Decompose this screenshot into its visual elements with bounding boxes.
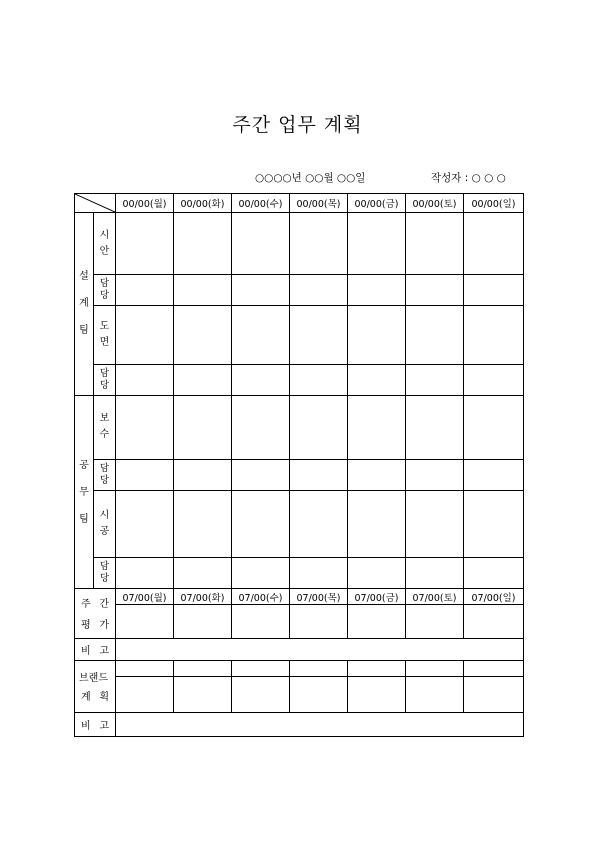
cell[interactable] [174, 395, 232, 459]
cell[interactable] [116, 364, 174, 395]
cell[interactable] [406, 660, 464, 676]
cell[interactable] [406, 306, 464, 364]
cell[interactable] [406, 213, 464, 275]
row-label-assignee: 담당 [94, 275, 116, 306]
cell[interactable] [290, 676, 348, 712]
cell[interactable] [116, 306, 174, 364]
cell[interactable] [174, 364, 232, 395]
cell[interactable] [116, 459, 174, 490]
cell[interactable] [348, 660, 406, 676]
cell[interactable] [464, 491, 524, 558]
row-label-draft: 시안 [94, 213, 116, 275]
cell[interactable] [464, 605, 524, 638]
construction-team-label-text: 공무팀 [79, 459, 89, 525]
cell[interactable] [464, 459, 524, 490]
day-header: 00/00(토) [406, 194, 464, 213]
cell[interactable] [348, 306, 406, 364]
cell[interactable] [348, 605, 406, 638]
cell[interactable] [348, 213, 406, 275]
cell[interactable] [290, 660, 348, 676]
cell[interactable] [174, 676, 232, 712]
cell[interactable] [232, 459, 290, 490]
cell[interactable] [232, 213, 290, 275]
cell[interactable] [464, 275, 524, 306]
cell[interactable] [290, 275, 348, 306]
remarks-label: 비 고 [75, 712, 116, 736]
cell[interactable] [406, 275, 464, 306]
weekly-plan-table [74, 193, 524, 737]
row-label-assignee: 담당 [94, 558, 116, 589]
row-label-repair: 보수 [94, 395, 116, 459]
cell[interactable] [174, 213, 232, 275]
cell[interactable] [406, 676, 464, 712]
cell[interactable] [406, 605, 464, 638]
cell[interactable] [348, 676, 406, 712]
cell[interactable] [290, 213, 348, 275]
cell[interactable] [290, 395, 348, 459]
row-label-drawing: 도면 [94, 306, 116, 364]
cell[interactable] [464, 395, 524, 459]
eval-day-header: 07/00(목) [290, 589, 348, 605]
cell[interactable] [348, 459, 406, 490]
weekly-eval-label: 주 간 평 가 [75, 589, 116, 638]
eval-day-header: 07/00(금) [348, 589, 406, 605]
cell[interactable] [116, 605, 174, 638]
cell[interactable] [232, 306, 290, 364]
eval-day-header: 07/00(화) [174, 589, 232, 605]
corner-diagonal-cell [75, 194, 116, 213]
cell[interactable] [174, 558, 232, 589]
cell[interactable] [348, 558, 406, 589]
cell[interactable] [232, 676, 290, 712]
cell[interactable] [232, 395, 290, 459]
cell[interactable] [290, 558, 348, 589]
cell[interactable] [232, 660, 290, 676]
cell[interactable] [464, 558, 524, 589]
design-team-label [75, 213, 94, 396]
cell[interactable] [174, 275, 232, 306]
cell[interactable] [348, 395, 406, 459]
cell[interactable] [406, 558, 464, 589]
day-header: 00/00(목) [290, 194, 348, 213]
cell[interactable] [174, 605, 232, 638]
cell[interactable] [348, 491, 406, 558]
cell[interactable] [464, 660, 524, 676]
day-header: 00/00(일) [464, 194, 524, 213]
design-team-label-text: 설계팀 [79, 271, 89, 337]
cell[interactable] [232, 491, 290, 558]
cell[interactable] [174, 459, 232, 490]
cell[interactable] [406, 459, 464, 490]
eval-day-header: 07/00(일) [464, 589, 524, 605]
cell[interactable] [174, 660, 232, 676]
cell[interactable] [348, 275, 406, 306]
cell[interactable] [464, 213, 524, 275]
cell[interactable] [290, 459, 348, 490]
author-line: 작성자 : ○ ○ ○ [431, 172, 506, 184]
eval-day-header: 07/00(월) [116, 589, 174, 605]
remarks-field[interactable] [116, 638, 524, 660]
document-title: 주간 업무 계획 [232, 114, 363, 136]
cell[interactable] [116, 676, 174, 712]
cell[interactable] [116, 395, 174, 459]
eval-day-header: 07/00(토) [406, 589, 464, 605]
cell[interactable] [464, 306, 524, 364]
eval-day-header: 07/00(수) [232, 589, 290, 605]
row-label-assignee: 담당 [94, 459, 116, 490]
brand-plan-label: 브랜드 계 획 [75, 660, 116, 712]
cell[interactable] [290, 306, 348, 364]
cell[interactable] [464, 676, 524, 712]
day-header: 00/00(월) [116, 194, 174, 213]
cell[interactable] [290, 491, 348, 558]
day-header: 00/00(화) [174, 194, 232, 213]
cell[interactable] [464, 364, 524, 395]
cell[interactable] [116, 213, 174, 275]
cell[interactable] [116, 491, 174, 558]
cell[interactable] [406, 395, 464, 459]
cell[interactable] [116, 558, 174, 589]
remarks-label: 비 고 [75, 638, 116, 660]
cell[interactable] [116, 660, 174, 676]
cell[interactable] [406, 364, 464, 395]
cell[interactable] [232, 605, 290, 638]
row-label-construction: 시공 [94, 491, 116, 558]
cell[interactable] [174, 306, 232, 364]
cell[interactable] [348, 364, 406, 395]
cell[interactable] [406, 491, 464, 558]
cell[interactable] [232, 364, 290, 395]
cell[interactable] [116, 275, 174, 306]
day-header: 00/00(수) [232, 194, 290, 213]
construction-team-label [75, 395, 94, 589]
cell[interactable] [232, 558, 290, 589]
remarks-field[interactable] [116, 712, 524, 736]
cell[interactable] [290, 605, 348, 638]
day-header: 00/00(금) [348, 194, 406, 213]
cell[interactable] [232, 275, 290, 306]
date-line: ○○○○년 ○○월 ○○일 [255, 172, 366, 184]
cell[interactable] [290, 364, 348, 395]
row-label-assignee: 담당 [94, 364, 116, 395]
cell[interactable] [174, 491, 232, 558]
